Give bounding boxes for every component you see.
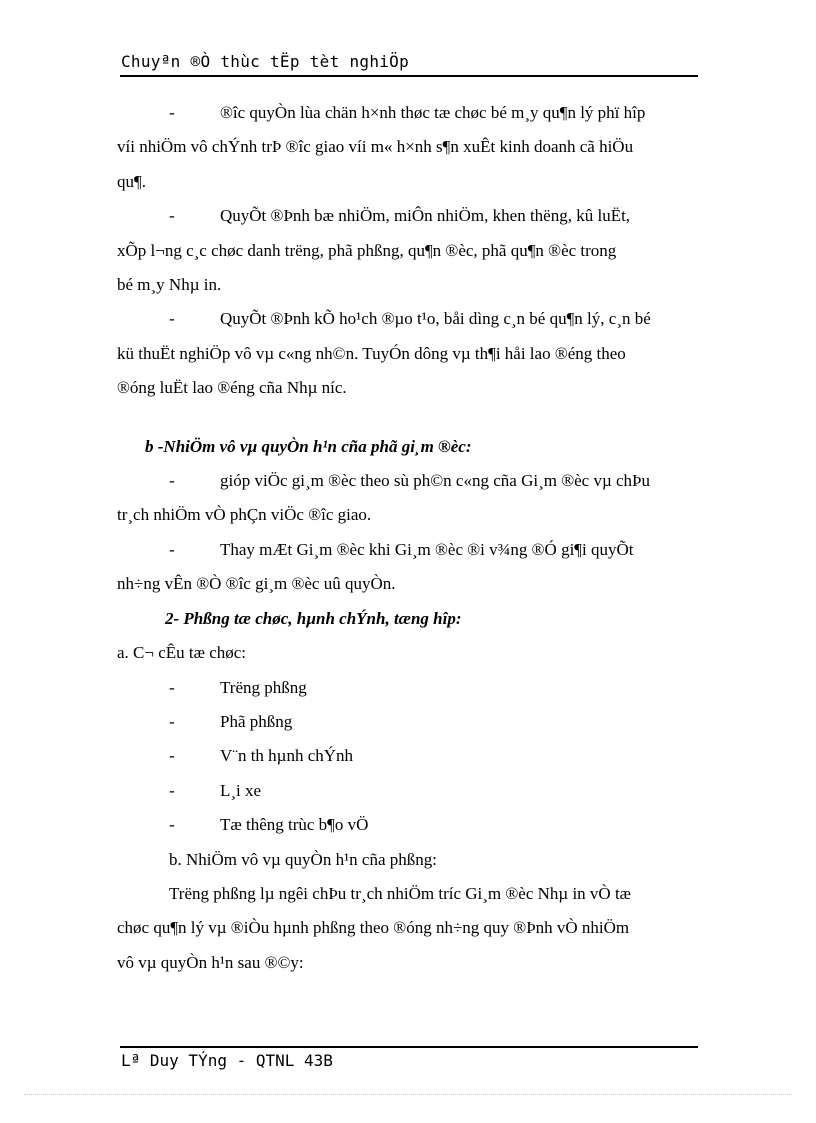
structure-item bbox=[117, 808, 702, 842]
director-rights-list bbox=[117, 96, 702, 406]
structure-item-text: Phã phßng bbox=[220, 711, 293, 731]
structure-item-text: L¸i xe bbox=[220, 780, 262, 800]
list-item-text: QuyÕt ®Þnh bæ nhiÖm, miÔn nhiÖm, khen thëng, kû luËt, bbox=[220, 206, 631, 226]
list-dash: - bbox=[169, 471, 175, 491]
list-dash: - bbox=[169, 539, 175, 559]
duties-subheading: b. NhiÖm vô vµ quyÒn h¹n cña phßng: bbox=[169, 849, 437, 869]
footer-rule bbox=[120, 1046, 698, 1048]
list-dash: - bbox=[169, 815, 175, 835]
deputy-duties-list bbox=[117, 464, 702, 602]
final-paragraph-line: chøc qu¶n lý vµ ®iÒu hµnh phßng theo ®óng nh÷ng quy ®Þnh vÒ nhiÖm bbox=[117, 918, 630, 938]
structure-item-text: Tæ thêng trùc b¶o vÖ bbox=[220, 815, 369, 835]
structure-item-text: Trëng phßng bbox=[220, 677, 307, 697]
structure-item bbox=[117, 774, 702, 808]
list-dash: - bbox=[169, 206, 175, 226]
list-dash: - bbox=[169, 746, 175, 766]
document-body bbox=[117, 96, 702, 980]
header-rule bbox=[120, 75, 698, 77]
page-header-title: Chuyªn ®Ò thùc tËp tèt nghiÖp bbox=[121, 52, 410, 71]
list-item-continuation: qu¶. bbox=[117, 171, 146, 191]
list-dash: - bbox=[169, 711, 175, 731]
list-item bbox=[117, 464, 702, 533]
structure-item bbox=[117, 671, 702, 705]
list-item bbox=[117, 96, 702, 199]
section-heading-2: 2- Phßng tæ chøc, hµnh chÝnh, tæng hîp: bbox=[165, 608, 462, 628]
list-item bbox=[117, 302, 702, 405]
page-bottom-dotted-line bbox=[24, 1094, 792, 1095]
structure-item bbox=[117, 705, 702, 739]
structure-item bbox=[117, 739, 702, 773]
list-item-continuation: tr¸ch nhiÖm vÒ phÇn viÖc ®îc giao. bbox=[117, 505, 372, 525]
list-item-continuation: kü thuËt nghiÖp vô vµ c«ng nh©n. TuyÓn dông vµ th¶i håi lao ®éng theo bbox=[117, 343, 626, 363]
list-dash: - bbox=[169, 103, 175, 122]
list-item-text: Thay mÆt Gi¸m ®èc khi Gi¸m ®èc ®i v¾ng ®Ó gi¶i quyÕt bbox=[220, 539, 634, 559]
list-item-continuation: víi nhiÖm vô chÝnh trÞ ®îc giao víi m« h×nh s¶n xuÊt kinh doanh cã hiÖu bbox=[117, 137, 634, 157]
list-item-text: ®îc quyÒn lùa chän h×nh thøc tæ chøc bé m¸y qu¶n lý phï hîp bbox=[220, 103, 646, 122]
list-item-continuation: nh÷ng vÊn ®Ò ®îc gi¸m ®èc uû quyÒn. bbox=[117, 574, 396, 594]
list-item-continuation: ®óng luËt lao ®éng cña Nhµ níc. bbox=[117, 378, 347, 398]
list-item-text: QuyÕt ®Þnh kÕ ho¹ch ®µo t¹o, båi dìng c¸n bé qu¶n lý, c¸n bé bbox=[220, 309, 651, 329]
list-dash: - bbox=[169, 677, 175, 697]
list-item-continuation: xÕp l¬ng c¸c chøc danh trëng, phã phßng, qu¶n ®èc, phã qu¶n ®èc trong bbox=[117, 240, 617, 260]
list-item bbox=[117, 199, 702, 302]
list-dash: - bbox=[169, 780, 175, 800]
structure-list bbox=[117, 671, 702, 843]
final-paragraph bbox=[117, 877, 702, 980]
list-item bbox=[117, 533, 702, 602]
structure-item-text: V¨n th hµnh chÝnh bbox=[220, 746, 354, 766]
final-paragraph-line: vô vµ quyÒn h¹n sau ®©y: bbox=[117, 952, 304, 972]
list-item-text: gióp viÖc gi¸m ®èc theo sù ph©n c«ng cña Gi¸m ®èc vµ chÞu bbox=[220, 471, 651, 491]
page-footer-author: Lª Duy TÝng - QTNL 43B bbox=[121, 1051, 333, 1070]
list-dash: - bbox=[169, 309, 175, 329]
section-heading-b: b -NhiÖm vô vµ quyÒn h¹n cña phã gi¸m ®èc: bbox=[145, 436, 472, 456]
final-paragraph-first-line: Trëng phßng lµ ngêi chÞu tr¸ch nhiÖm tríc Gi¸m ®èc Nhµ in vÒ tæ bbox=[169, 883, 632, 903]
structure-title: a. C¬ cÊu tæ chøc: bbox=[117, 643, 247, 663]
list-item-continuation: bé m¸y Nhµ in. bbox=[117, 275, 222, 295]
